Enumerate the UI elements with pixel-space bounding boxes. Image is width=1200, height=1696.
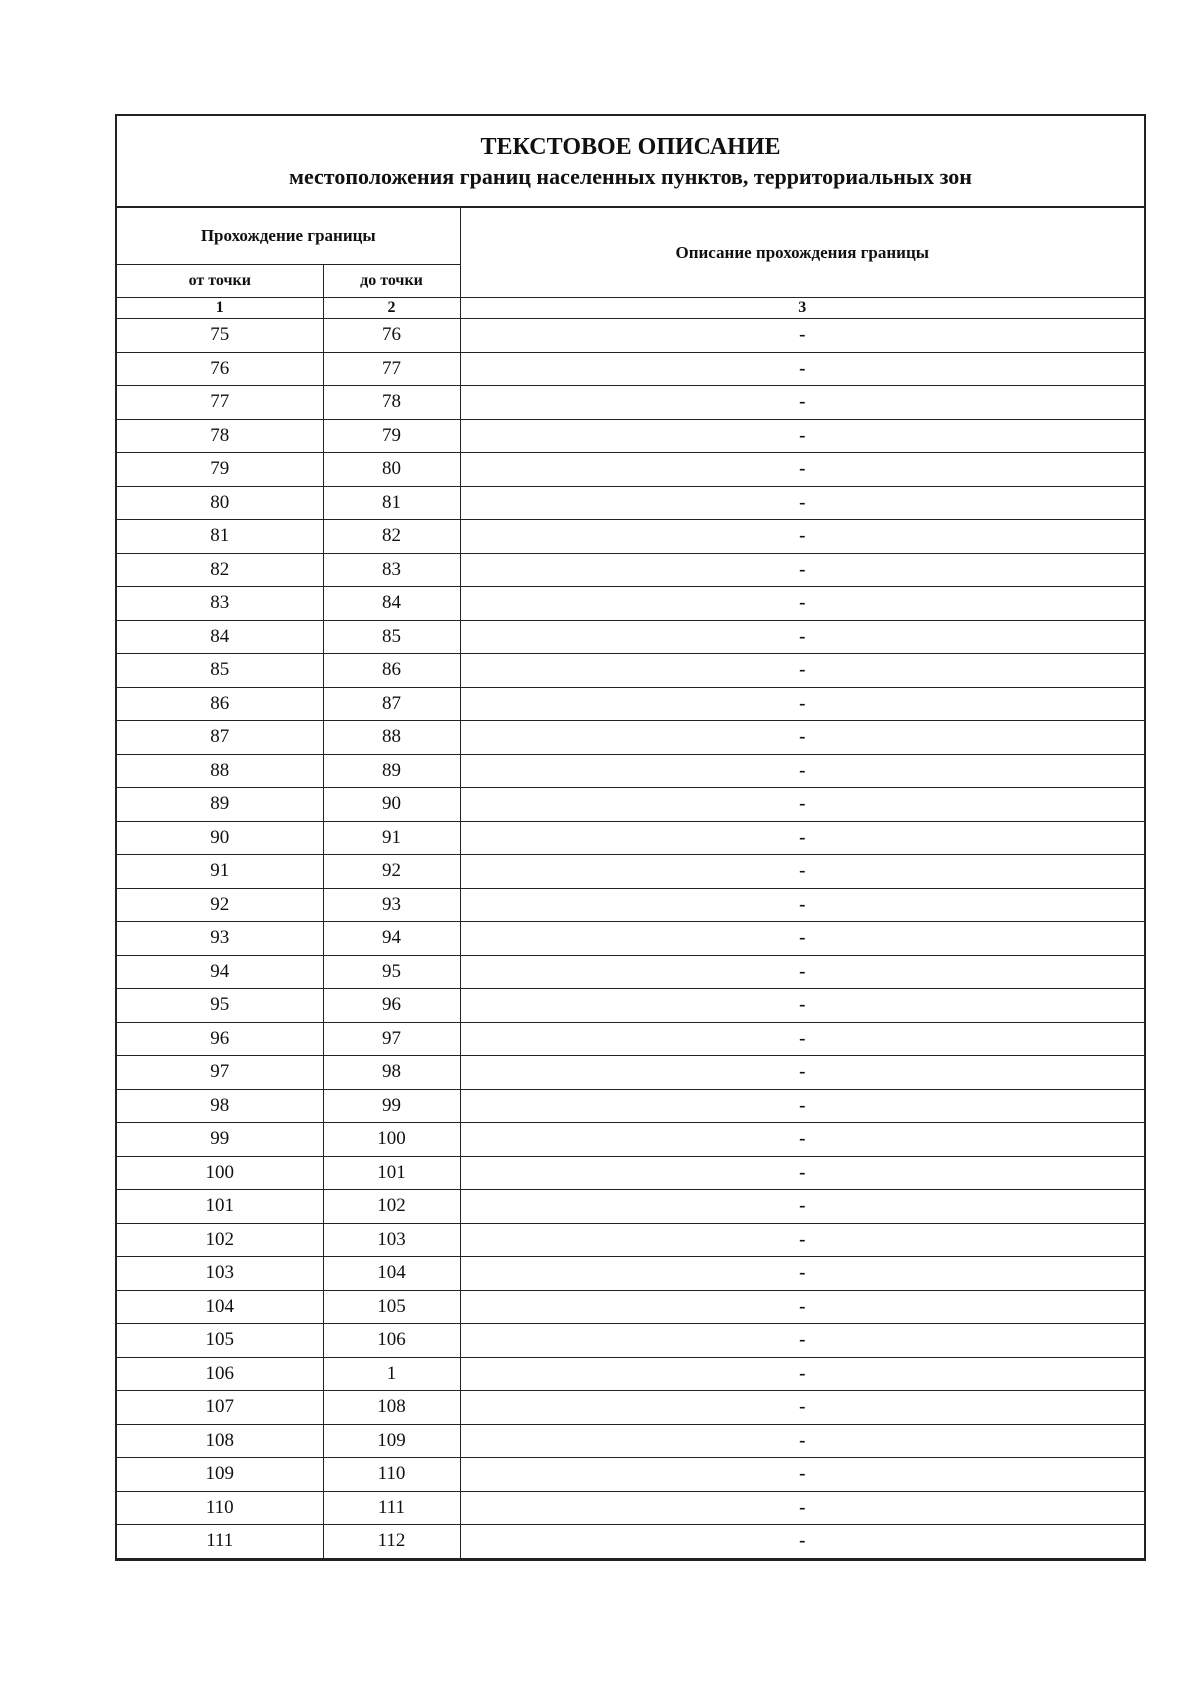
- to-point-cell: 92: [323, 855, 460, 889]
- from-point-cell: 80: [117, 486, 323, 520]
- description-cell: -: [460, 419, 1144, 453]
- description-cell: -: [460, 1123, 1144, 1157]
- table-row: [117, 721, 1144, 755]
- table-row: [117, 1290, 1144, 1324]
- table-row: [117, 922, 1144, 956]
- to-point-cell: 87: [323, 687, 460, 721]
- from-point-cell: 79: [117, 453, 323, 487]
- from-point-cell: 108: [117, 1424, 323, 1458]
- table-row: [117, 1123, 1144, 1157]
- from-point-cell: 76: [117, 352, 323, 386]
- table-row: [117, 1257, 1144, 1291]
- description-cell: -: [460, 1324, 1144, 1358]
- description-cell: -: [460, 352, 1144, 386]
- table-row: [117, 1190, 1144, 1224]
- to-point-cell: 111: [323, 1491, 460, 1525]
- description-cell: -: [460, 553, 1144, 587]
- table-row: [117, 788, 1144, 822]
- description-cell: -: [460, 989, 1144, 1023]
- from-point-cell: 75: [117, 319, 323, 353]
- column-number-1: 1: [117, 298, 323, 319]
- header-from-point: от точки: [117, 265, 323, 298]
- from-point-cell: 111: [117, 1525, 323, 1559]
- description-cell: -: [460, 654, 1144, 688]
- to-point-cell: 89: [323, 754, 460, 788]
- to-point-cell: 78: [323, 386, 460, 420]
- table-row: [117, 620, 1144, 654]
- description-cell: -: [460, 821, 1144, 855]
- to-point-cell: 90: [323, 788, 460, 822]
- from-point-cell: 87: [117, 721, 323, 755]
- table-row: [117, 453, 1144, 487]
- table-row: [117, 1056, 1144, 1090]
- description-cell: -: [460, 386, 1144, 420]
- description-cell: -: [460, 1190, 1144, 1224]
- to-point-cell: 97: [323, 1022, 460, 1056]
- from-point-cell: 107: [117, 1391, 323, 1425]
- description-cell: -: [460, 1525, 1144, 1559]
- from-point-cell: 83: [117, 587, 323, 621]
- from-point-cell: 104: [117, 1290, 323, 1324]
- header-boundary-passage: Прохождение границы: [117, 208, 460, 265]
- table-row: [117, 319, 1144, 353]
- from-point-cell: 101: [117, 1190, 323, 1224]
- from-point-cell: 98: [117, 1089, 323, 1123]
- table-row: [117, 1022, 1144, 1056]
- from-point-cell: 92: [117, 888, 323, 922]
- table-row: [117, 419, 1144, 453]
- from-point-cell: 78: [117, 419, 323, 453]
- description-cell: -: [460, 520, 1144, 554]
- description-cell: -: [460, 1089, 1144, 1123]
- to-point-cell: 91: [323, 821, 460, 855]
- table-row: [117, 1458, 1144, 1492]
- document-subtitle: местоположения границ населенных пунктов, территориальных зон: [289, 164, 972, 189]
- from-point-cell: 91: [117, 855, 323, 889]
- from-point-cell: 105: [117, 1324, 323, 1358]
- table-row: [117, 386, 1144, 420]
- table-row: [117, 1156, 1144, 1190]
- description-cell: -: [460, 922, 1144, 956]
- from-point-cell: 99: [117, 1123, 323, 1157]
- from-point-cell: 100: [117, 1156, 323, 1190]
- to-point-cell: 101: [323, 1156, 460, 1190]
- table-row: [117, 855, 1144, 889]
- description-cell: -: [460, 486, 1144, 520]
- table-row: [117, 1324, 1144, 1358]
- from-point-cell: 109: [117, 1458, 323, 1492]
- column-number-2: 2: [323, 298, 460, 319]
- table-row: [117, 821, 1144, 855]
- table-row: [117, 687, 1144, 721]
- from-point-cell: 84: [117, 620, 323, 654]
- table-row: [117, 486, 1144, 520]
- description-cell: -: [460, 1424, 1144, 1458]
- description-cell: -: [460, 1257, 1144, 1291]
- to-point-cell: 80: [323, 453, 460, 487]
- table-row: [117, 1357, 1144, 1391]
- description-cell: -: [460, 453, 1144, 487]
- description-cell: -: [460, 855, 1144, 889]
- table-row: [117, 1491, 1144, 1525]
- to-point-cell: 96: [323, 989, 460, 1023]
- to-point-cell: 109: [323, 1424, 460, 1458]
- table-row: [117, 1089, 1144, 1123]
- description-cell: -: [460, 1022, 1144, 1056]
- from-point-cell: 85: [117, 654, 323, 688]
- to-point-cell: 98: [323, 1056, 460, 1090]
- from-point-cell: 86: [117, 687, 323, 721]
- from-point-cell: 95: [117, 989, 323, 1023]
- description-cell: -: [460, 1391, 1144, 1425]
- description-cell: -: [460, 587, 1144, 621]
- description-cell: -: [460, 955, 1144, 989]
- from-point-cell: 96: [117, 1022, 323, 1056]
- table-row: [117, 989, 1144, 1023]
- description-cell: -: [460, 888, 1144, 922]
- from-point-cell: 106: [117, 1357, 323, 1391]
- table-row: [117, 520, 1144, 554]
- table-row: [117, 888, 1144, 922]
- from-point-cell: 103: [117, 1257, 323, 1291]
- table-row: [117, 587, 1144, 621]
- table-row: [117, 754, 1144, 788]
- to-point-cell: 99: [323, 1089, 460, 1123]
- boundary-table: [117, 208, 1144, 1559]
- description-cell: -: [460, 687, 1144, 721]
- from-point-cell: 82: [117, 553, 323, 587]
- to-point-cell: 76: [323, 319, 460, 353]
- to-point-cell: 104: [323, 1257, 460, 1291]
- description-cell: -: [460, 1223, 1144, 1257]
- to-point-cell: 1: [323, 1357, 460, 1391]
- table-row: [117, 654, 1144, 688]
- description-cell: -: [460, 1357, 1144, 1391]
- to-point-cell: 105: [323, 1290, 460, 1324]
- table-row: [117, 553, 1144, 587]
- table-row: [117, 1424, 1144, 1458]
- description-cell: -: [460, 1458, 1144, 1492]
- from-point-cell: 81: [117, 520, 323, 554]
- table-row: [117, 1223, 1144, 1257]
- to-point-cell: 83: [323, 553, 460, 587]
- to-point-cell: 100: [323, 1123, 460, 1157]
- to-point-cell: 82: [323, 520, 460, 554]
- to-point-cell: 85: [323, 620, 460, 654]
- description-cell: -: [460, 788, 1144, 822]
- from-point-cell: 90: [117, 821, 323, 855]
- to-point-cell: 103: [323, 1223, 460, 1257]
- description-cell: -: [460, 620, 1144, 654]
- description-cell: -: [460, 1056, 1144, 1090]
- title-block: [117, 116, 1144, 208]
- to-point-cell: 88: [323, 721, 460, 755]
- to-point-cell: 81: [323, 486, 460, 520]
- to-point-cell: 77: [323, 352, 460, 386]
- from-point-cell: 89: [117, 788, 323, 822]
- to-point-cell: 110: [323, 1458, 460, 1492]
- document-title: ТЕКСТОВОЕ ОПИСАНИЕ: [480, 134, 781, 160]
- to-point-cell: 79: [323, 419, 460, 453]
- to-point-cell: 95: [323, 955, 460, 989]
- description-cell: -: [460, 754, 1144, 788]
- to-point-cell: 86: [323, 654, 460, 688]
- from-point-cell: 93: [117, 922, 323, 956]
- description-cell: -: [460, 721, 1144, 755]
- from-point-cell: 77: [117, 386, 323, 420]
- from-point-cell: 102: [117, 1223, 323, 1257]
- description-cell: -: [460, 319, 1144, 353]
- table-row: [117, 955, 1144, 989]
- to-point-cell: 84: [323, 587, 460, 621]
- to-point-cell: 108: [323, 1391, 460, 1425]
- from-point-cell: 97: [117, 1056, 323, 1090]
- from-point-cell: 94: [117, 955, 323, 989]
- table-row: [117, 352, 1144, 386]
- header-description: Описание прохождения границы: [460, 208, 1144, 298]
- from-point-cell: 110: [117, 1491, 323, 1525]
- table-row: [117, 1391, 1144, 1425]
- to-point-cell: 94: [323, 922, 460, 956]
- to-point-cell: 102: [323, 1190, 460, 1224]
- description-cell: -: [460, 1290, 1144, 1324]
- description-cell: -: [460, 1491, 1144, 1525]
- header-to-point: до точки: [323, 265, 460, 298]
- to-point-cell: 93: [323, 888, 460, 922]
- from-point-cell: 88: [117, 754, 323, 788]
- column-number-3: 3: [460, 298, 1144, 319]
- table-row: [117, 1525, 1144, 1559]
- to-point-cell: 112: [323, 1525, 460, 1559]
- table-body: [117, 319, 1144, 1559]
- boundary-description-sheet: [115, 114, 1146, 1561]
- description-cell: -: [460, 1156, 1144, 1190]
- to-point-cell: 106: [323, 1324, 460, 1358]
